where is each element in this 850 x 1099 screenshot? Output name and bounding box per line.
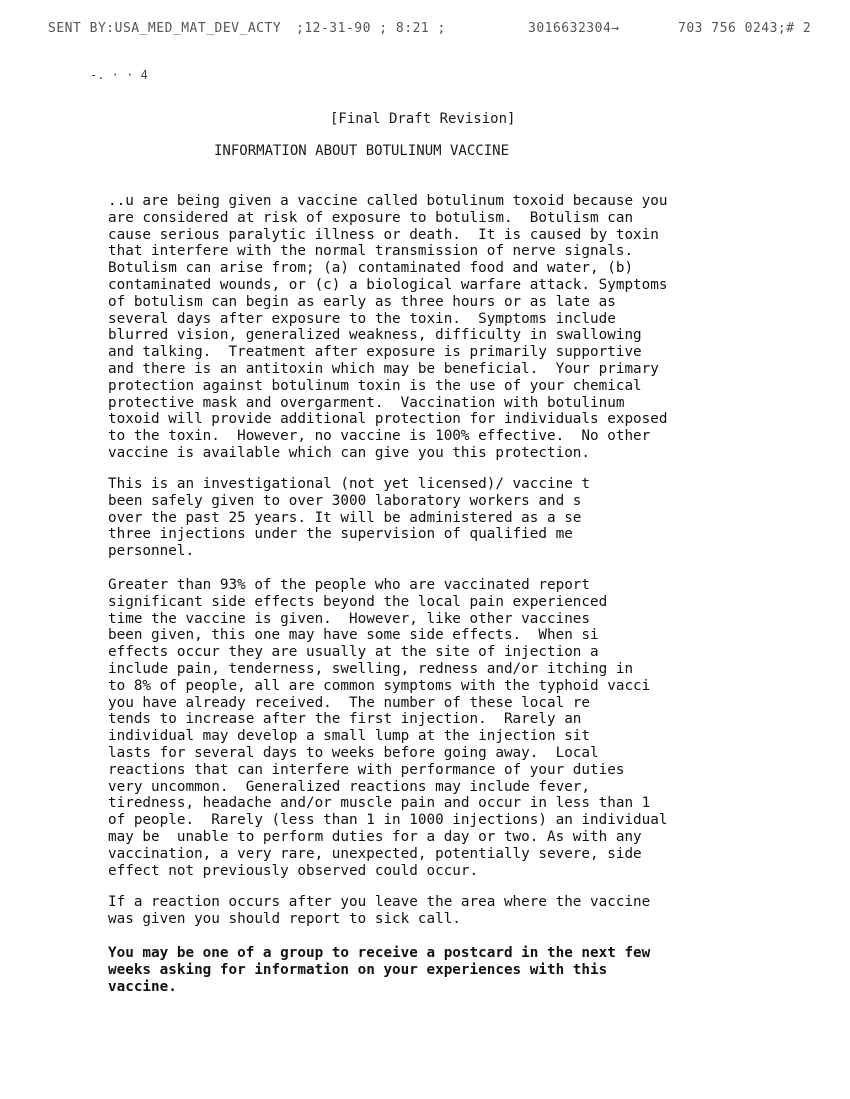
paragraph-side-effects: Greater than 93% of the people who are vaccinated report significant side effects beyond the local pain experienced time the vaccine is given. However, like other vaccines been given, this one may have some side effects. When si effects occur they are usually at the site of injection a include pain, tenderness, swelling, redness and/or itching in to 8% of people, all are common symptoms with the typhoid vacci you have already received. The number of these local re tends to increase after the first injection. Rarely an individual may develop a small lump at the injection sit lasts for several days to weeks before going away. Local reactions that can interfere with performance of your duties very uncommon. Generalized reactions may include fever, tiredness, headache and/or muscle pain and occur in less than 1 of people. Rarely (less than 1 in 1000 injections) an individual may be unable to perform duties for a day or two. As with any vaccination, a very rare, unexpected, potentially severe, side effect not previously observed could occur. <box>108 577 668 879</box>
document-title: INFORMATION ABOUT BOTULINUM VACCINE <box>214 143 510 159</box>
fax-header <box>48 21 818 39</box>
paragraph-postcard: You may be one of a group to receive a postcard in the next few weeks asking for information on your experiences with this vaccine. <box>108 945 651 995</box>
handwritten-mark: -. · · 4 <box>90 68 148 82</box>
fax-date-time: ;12-31-90 ; 8:21 ; <box>296 21 446 36</box>
fax-from-phone: 3016632304→ <box>528 21 620 36</box>
fax-sender: SENT BY:USA_MED_MAT_DEV_ACTY <box>48 21 282 36</box>
fax-to-phone-page: 703 756 0243;# 2 <box>678 21 812 36</box>
paragraph-investigational: This is an investigational (not yet licensed)/ vaccine t been safely given to over 3000 laboratory workers and s over the past 25 years. It will be administered as a se three injections under the supervision of qualified me personnel. <box>108 476 591 560</box>
paragraph-botulism-info: ..u are being given a vaccine called botulinum toxoid because you are considered at risk of exposure to botulism. Botulism can cause serious paralytic illness or death. It is caused by toxin that interfere with the normal transmission of nerve signals. Botulism can arise from; (a) contaminated food and water, (b) contaminated wounds, or (c) a biological warfare attack. Symptoms of botulism can begin as early as three hours or as late as several days after exposure to the toxin. Symptoms include blurred vision, generalized weakness, difficulty in swallowing and talking. Treatment after exposure is primarily supportive and there is an antitoxin which may be beneficial. Your primary protection against botulinum toxin is the use of your chemical protective mask and overgarment. Vaccination with botulinum toxoid will provide additional protection for individuals exposed to the toxin. However, no vaccine is 100% effective. No other vaccine is available which can give you this protection. <box>108 193 668 461</box>
draft-label: [Final Draft Revision] <box>330 111 516 127</box>
paragraph-reaction: If a reaction occurs after you leave the area where the vaccine was given you should report to sick call. <box>108 894 651 927</box>
